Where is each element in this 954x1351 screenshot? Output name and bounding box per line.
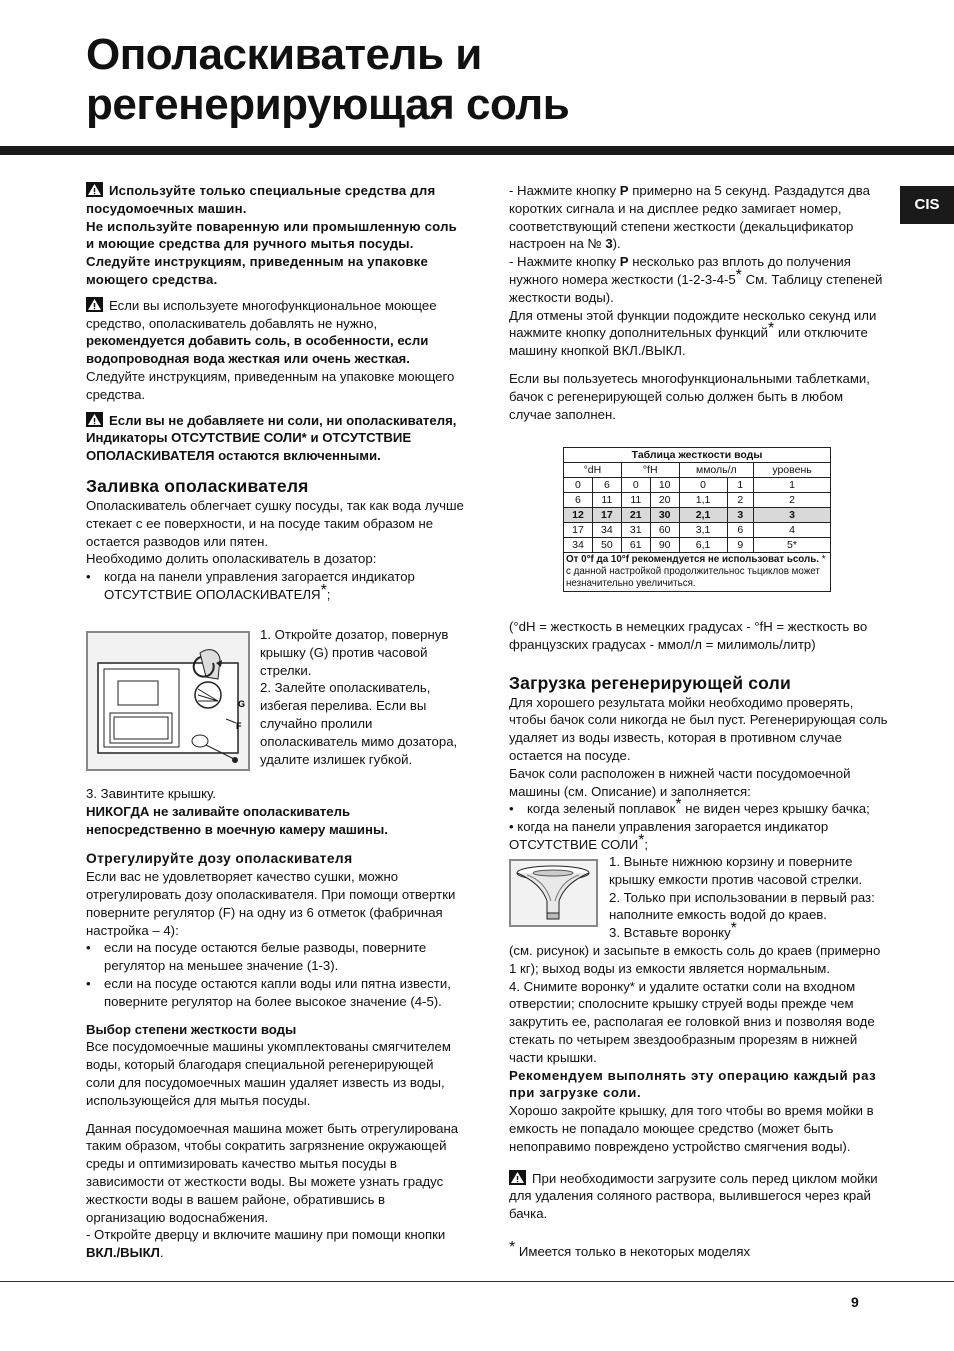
hardness-table	[563, 447, 831, 592]
fill-paragraph: Ополаскиватель облегчает сушку посуды, так как вода лучше стекает с ее поверхности, и на посуде таким образом не остается разводов или пятен.	[86, 497, 464, 549]
table-title: Таблица жесткости воды	[564, 448, 831, 463]
warning-2: Если вы используете многофункциональное моющее средство, ополаскиватель добавлять не нужно, рекомендуется добавить соль, в особенности, если водопроводная вода жесткая или очень жесткая. Следуйте инструкциям, приведенным на упаковке моющего средства.	[86, 297, 455, 402]
salt-step-1: 1. Выньте нижнюю корзину и поверните крышку емкости против часовой стрелки.	[609, 854, 863, 887]
fill-intro: Необходимо долить ополаскиватель в дозатор:	[86, 551, 377, 567]
rinse-dispenser-figure	[86, 631, 250, 771]
footer-divider	[0, 1281, 954, 1282]
right-column-lower	[509, 942, 891, 1261]
warning-3: Если вы не добавляете ни соли, ни ополаскивателя, Индикаторы ОТСУТСТВИЕ СОЛИ* и ОТСУТСТВИЕ ОПОЛАСКИВАТЕЛЯ остаются включенными.	[86, 412, 457, 464]
warning-1: Используйте только специальные средства для посудомоечных машин. Не используйте поваренную или промышленную соль и моющие средства для ручного мытья посуды. Следуйте инструкциям, приведенным на упаковке моющего средства.	[86, 183, 457, 287]
funnel-illustration	[511, 861, 596, 925]
heading-dose: Отрегулируйте дозу ополаскивателя	[86, 851, 353, 867]
dispenser-illustration	[88, 633, 248, 769]
never-warning: НИКОГДА не заливайте ополаскиватель непосредственно в моечную камеру машины.	[86, 803, 388, 837]
dose-paragraph: Если вас не удовлетворяет качество сушки, можно отрегулировать дозу ополаскивателя. При помощи отвертки поверните регулятор (F) на одну из 6 отметок (фабричная настройка – 4):	[86, 869, 456, 938]
dose-bullet-2: • если на посуде остаются капли воды или пятна извести, поверните регулятор на более высокое значение (4-5).	[86, 975, 464, 1011]
right-column	[509, 182, 889, 423]
salt-recommendation: Рекомендуем выполнять эту операцию каждый раз при загрузке соли.	[509, 1067, 877, 1101]
svg-text:G: G	[238, 699, 246, 709]
warning-icon	[509, 1170, 526, 1185]
table-row: 6 11 11 20 1,1 2 2	[564, 493, 831, 508]
table-row: 34 50 61 90 6,1 9 5*	[564, 538, 831, 553]
salt-steps-top	[609, 853, 889, 942]
hardness-table-wrap	[563, 447, 831, 592]
left-column-lower	[86, 785, 464, 1262]
salt-paragraph-1: Для хорошего результата мойки необходимо проверять, чтобы бачок соли никогда не был пуст. Регенерирующая соль удаляет из воды известь, которая в противном случае остается на посуде.	[509, 694, 888, 763]
heading-fill-rinse: Заливка ополаскивателя	[86, 475, 309, 496]
right-column-middle	[509, 618, 891, 854]
salt-step-3a: 3. Вставьте воронку*	[609, 920, 737, 941]
table-row: 0 6 0 10 0 1 1	[564, 478, 831, 493]
salt-bullet-2: • когда на панели управления загорается индикатор ОТСУТСТВИЕ СОЛИ*;	[509, 819, 829, 852]
salt-warning: При необходимости загрузите соль перед циклом мойки для удаления соляного раствора, вылившегося через край бачка.	[509, 1170, 878, 1222]
warning-icon	[86, 182, 103, 197]
hardness-paragraph-1: Все посудомоечные машины укомплектованы смягчителем воды, который благодаря специальной регенерирующей соли для посудомоечных машин удаляет известь из воды, использующейся для мытья посуды.	[86, 1039, 451, 1108]
units-note: (°dH = жесткость в немецких градусах - °fH = жесткость во французских градусах - ммол/л = милимоль/литр)	[509, 619, 868, 652]
fill-bullet: • когда на панели управления загорается индикатор ОТСУТСТВИЕ ОПОЛАСКИВАТЕЛЯ*;	[86, 568, 464, 604]
table-row: 17 34 31 60 3,1 6 4	[564, 523, 831, 538]
instruction-3: Для отмены этой функции подождите несколько секунд или нажмите кнопку дополнительных функций* или отключите машину кнопкой ВКЛ./ВЫКЛ.	[509, 307, 877, 359]
table-note: От 0°f да 10°f рекомендуется не использоват ьсоль. * с данной настройкой продолжительнос тьциклов может незначительно увеличиться.	[564, 553, 831, 592]
salt-bullet-1: • когда зеленый поплавок* не виден через крышку бачка;	[509, 800, 891, 818]
table-row-highlighted: 12 17 21 30 2,1 3 3	[564, 508, 831, 523]
heading-hardness: Выбор степени жесткости воды	[86, 1021, 297, 1037]
hardness-paragraph-3: - Откройте дверцу и включите машину при помощи кнопки ВКЛ./ВЫКЛ.	[86, 1227, 446, 1261]
page-title: Ополаскиватель и регенерирующая соль	[86, 30, 570, 129]
salt-paragraph-5: Хорошо закройте крышку, для того чтобы во время мойки в емкость не попадало моющее средство (может быть непоправимо повреждено устройство смягчения воды).	[509, 1103, 874, 1154]
svg-text:F: F	[236, 721, 242, 731]
salt-step-4: 4. Снимите воронку* и удалите остатки соли на входном отверстии; сполосните крышку струей воды прежде чем закрутить ее, располагая ее головкой вниз и позволяя воде стекать по четырем звездообразным прорезям в нижней части крышки.	[509, 978, 875, 1065]
warning-icon	[86, 297, 103, 312]
salt-paragraph-2: Бачок соли расположен в нижней части посудомоечной машины (см. Описание) и заполняется:	[509, 765, 851, 799]
instruction-2: - Нажмите кнопку P несколько раз вплоть до получения нужного номера жесткости (1-2-3-4-5* См. Таблицу степеней жесткости воды).	[509, 254, 883, 305]
title-divider	[0, 146, 954, 155]
footnote: * Имеется только в некоторых моделях	[509, 1238, 751, 1259]
language-tab: CIS	[900, 186, 954, 224]
tablets-paragraph: Если вы пользуетесь многофункциональными таблетками, бачок с регенерирующей солью должен быть в любом случае заполнен.	[509, 370, 870, 422]
warning-icon	[86, 412, 103, 427]
salt-step-2: 2. Только при использовании в первый раз: наполните емкость водой до краев.	[609, 889, 875, 923]
left-column	[86, 182, 464, 604]
step-2: 2. Залейте ополаскиватель, избегая перелива. Если вы случайно пролили ополаскиватель мимо дозатора, удалите излишек губкой.	[260, 680, 458, 767]
rinse-steps	[260, 626, 465, 768]
table-header-row: °dH °fH ммоль/л уровень	[564, 463, 831, 478]
heading-salt: Загрузка регенерирующей соли	[509, 672, 791, 693]
dose-bullet-1: • если на посуде остаются белые разводы, поверните регулятор на меньшее значение (1-3).	[86, 939, 464, 975]
instruction-1: - Нажмите кнопку P примерно на 5 секунд. Раздадутся два коротких сигнала и на дисплее редко замигает номер, соответствующий степени жесткости (декальцификатор настроен на № 3).	[509, 183, 870, 252]
page-number: 9	[851, 1294, 859, 1310]
hardness-paragraph-2: Данная посудомоечная машина может быть отрегулирована таким образом, чтобы сократить загрязнение окружающей среды и оптимизировать качество мытья посуды в зависимости от жесткости воды. Вы можете узнать градус жесткости воды в вашем районе, обратившись в организацию водоснабжения.	[86, 1120, 459, 1225]
step-1: 1. Откройте дозатор, повернув крышку (G) против часовой стрелки.	[260, 627, 449, 678]
funnel-figure	[509, 859, 598, 927]
step-3: 3. Завинтите крышку.	[86, 786, 216, 801]
salt-step-3b: (см. рисунок) и засыпьте в емкость соль до краев (примерно 1 кг); выход воды из емкости является нормальным.	[509, 943, 881, 976]
